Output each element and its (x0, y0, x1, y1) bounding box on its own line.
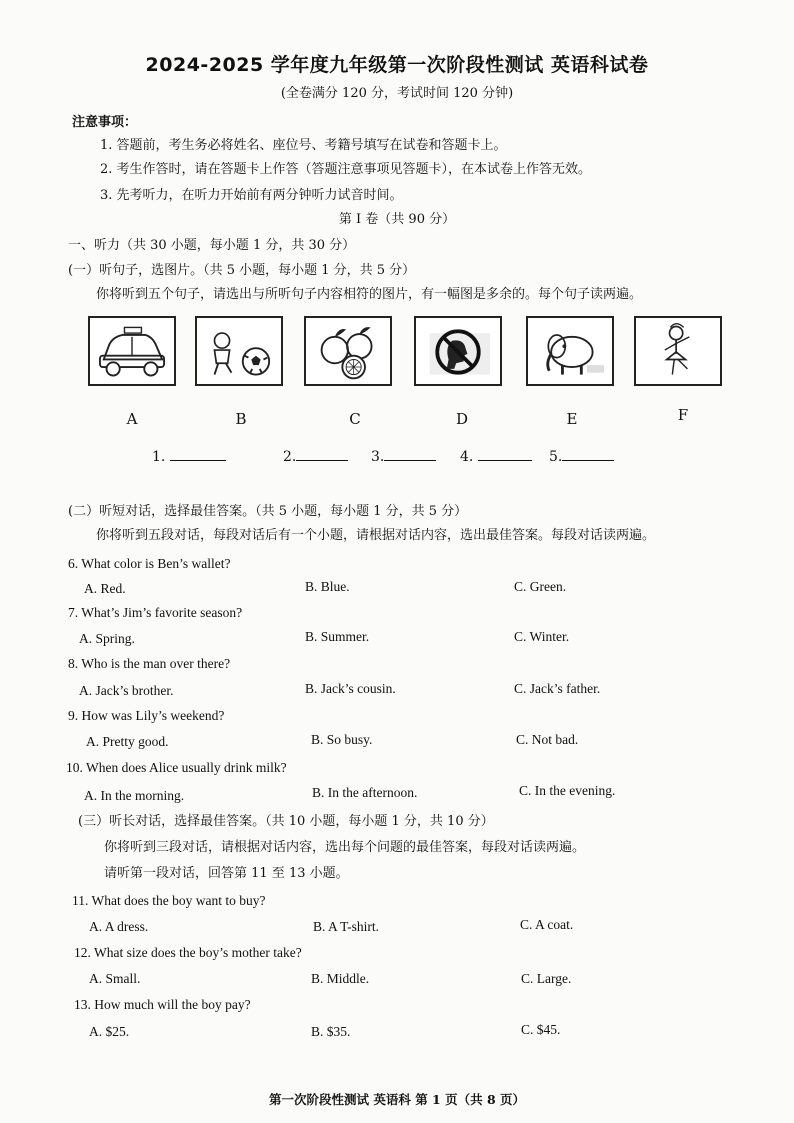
notice-item: 1. 答题前，考生务必将姓名、座位号、考籍号填写在试卷和答题卡上。 (100, 138, 507, 153)
option-b[interactable]: B. A T-shirt. (313, 919, 380, 934)
elephant-icon (528, 318, 612, 384)
option-a[interactable]: A. Small. (89, 971, 141, 986)
no-talking-icon (416, 318, 500, 384)
picture-label: E (566, 410, 578, 428)
exam-title: 2024-2025 学年度九年级第一次阶段性测试 英语科试卷 (145, 54, 649, 76)
option-c[interactable]: C. Not bad. (516, 732, 579, 747)
notice-heading: 注意事项： (72, 115, 138, 130)
question-9: 9. How was Lily’s weekend? (68, 708, 225, 723)
blank-number: 3. (371, 449, 385, 465)
part-instruction: 你将听到三段对话，请根据对话内容，选出每个问题的最佳答案，每段对话读两遍。 (104, 840, 586, 855)
option-c[interactable]: C. Jack’s father. (514, 681, 601, 696)
option-a[interactable]: A. Red. (84, 581, 126, 596)
picture-label: D (455, 410, 469, 428)
option-a[interactable]: A. Spring. (79, 631, 135, 646)
blank-number: 4. (460, 449, 474, 465)
option-b[interactable]: B. $35. (311, 1024, 351, 1039)
question-12: 12. What size does the boy’s mother take? (74, 945, 302, 960)
oranges-icon (306, 318, 390, 384)
answer-blank-4[interactable] (460, 446, 532, 465)
picture-label: B (235, 410, 247, 428)
exam-subtitle: (全卷满分 120 分，考试时间 120 分钟) (280, 86, 514, 101)
question-10: 10. When does Alice usually drink milk? (66, 760, 287, 775)
picture-a (88, 316, 176, 386)
option-c[interactable]: C. A coat. (520, 917, 574, 932)
question-7: 7. What’s Jim’s favorite season? (68, 605, 243, 620)
option-b[interactable]: B. So busy. (311, 732, 373, 747)
option-c[interactable]: C. $45. (521, 1022, 561, 1037)
option-c[interactable]: C. Green. (514, 579, 567, 594)
part-title: (二）听短对话，选择最佳答案。（共 5 小题，每小题 1 分，共 5 分） (68, 504, 468, 519)
option-a[interactable]: A. $25. (89, 1024, 130, 1039)
part-sub-instruction: 请听第一段对话，回答第 11 至 13 小题。 (104, 866, 349, 881)
answer-blank-1[interactable] (152, 446, 226, 465)
option-a[interactable]: A. Jack’s brother. (79, 683, 174, 698)
option-b[interactable]: B. Middle. (311, 971, 370, 986)
option-c[interactable]: C. Large. (521, 971, 572, 986)
blank-number: 5. (549, 449, 563, 465)
question-11: 11. What does the boy want to buy? (72, 893, 266, 908)
picture-e (526, 316, 614, 386)
question-6: 6. What color is Ben’s wallet? (68, 556, 231, 571)
blank-number: 1. (152, 449, 166, 465)
dancing-girl-icon (636, 318, 720, 384)
option-a[interactable]: A. In the morning. (84, 788, 185, 803)
page-footer: 第一次阶段性测试 英语科 第 1 页（共 8 页） (268, 1092, 525, 1107)
option-b[interactable]: B. Blue. (305, 579, 350, 594)
notice-item: 2. 考生作答时，请在答题卡上作答（答题注意事项见答题卡），在本试卷上作答无效。 (100, 162, 592, 177)
picture-f (634, 316, 722, 386)
option-a[interactable]: A. Pretty good. (86, 734, 169, 749)
part-instruction: 你将听到五段对话，每段对话后有一个小题，请根据对话内容，选出最佳答案。每段对话读两遍。 (96, 528, 656, 543)
picture-d (414, 316, 502, 386)
answer-blank-2[interactable] (283, 446, 348, 465)
part-title: (一）听句子，选图片。（共 5 小题，每小题 1 分，共 5 分） (68, 263, 416, 278)
option-c[interactable]: C. Winter. (514, 629, 570, 644)
question-13: 13. How much will the boy pay? (74, 997, 251, 1012)
part-instruction: 你将听到五个句子，请选出与所听句子内容相符的图片，有一幅图是多余的。每个句子读两遍。 (96, 287, 643, 302)
option-a[interactable]: A. A dress. (89, 919, 149, 934)
answer-blank-5[interactable] (549, 446, 614, 465)
option-c[interactable]: C. In the evening. (519, 783, 616, 798)
picture-label: A (126, 410, 138, 428)
answer-blank-3[interactable] (371, 446, 436, 465)
volume-title: 第 I 卷（共 90 分） (338, 212, 456, 227)
blank-number: 2. (283, 449, 297, 465)
option-b[interactable]: B. Jack’s cousin. (305, 681, 396, 696)
taxi-icon (90, 318, 174, 384)
option-b[interactable]: B. Summer. (305, 629, 370, 644)
picture-b (195, 316, 283, 386)
notice-item: 3. 先考听力，在听力开始前有两分钟听力试音时间。 (100, 188, 403, 203)
question-8: 8. Who is the man over there? (68, 656, 231, 671)
part-title: (三）听长对话，选择最佳答案。（共 10 小题，每小题 1 分，共 10 分） (78, 814, 494, 829)
picture-c (304, 316, 392, 386)
option-b[interactable]: B. In the afternoon. (312, 785, 418, 800)
picture-label: F (677, 406, 689, 424)
picture-label: C (349, 410, 361, 428)
football-icon (197, 318, 281, 384)
section-title: 一、听力（共 30 小题，每小题 1 分，共 30 分） (68, 238, 356, 253)
